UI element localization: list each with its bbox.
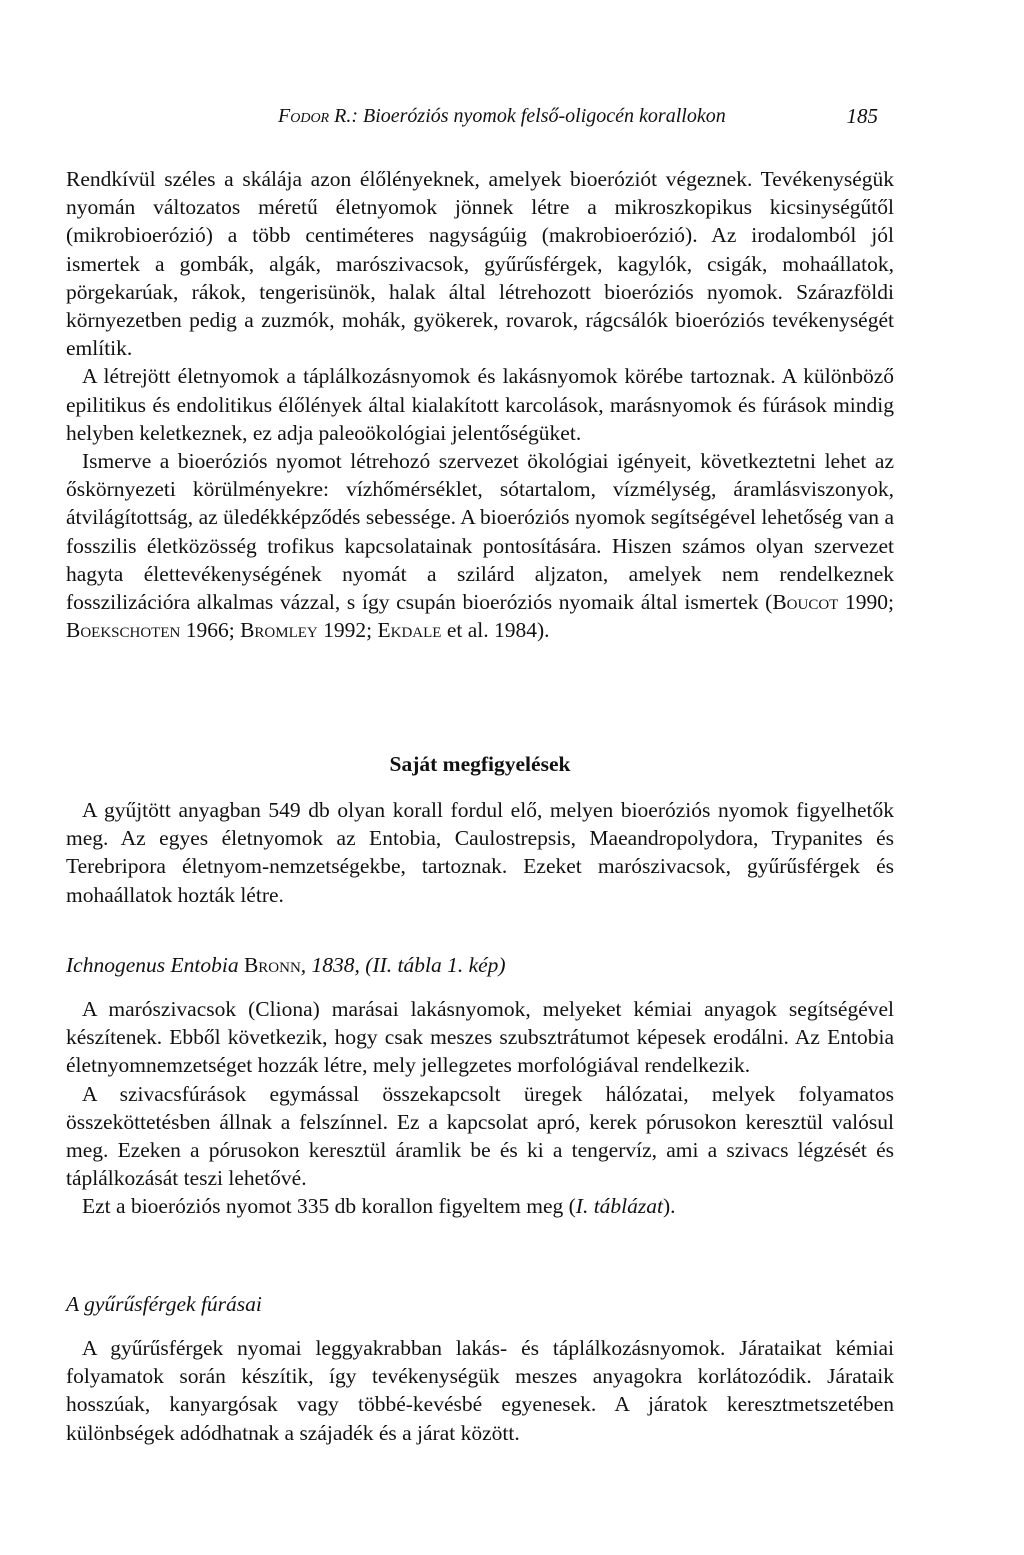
intro-paragraph-1: Rendkívül széles a skálája azon élőlényeknek, amelyek bioeróziót végeznek. Tevékenységük nyomán változatos méretű életnyomok jönnek létre a mikroszkopikus kicsinységűtől (mikrobioerózió) a több centiméteres nagyságúig (makrobioerózió). Az irodalomból jól ismertek a gombák, algák, marószivacsok, gyűrűsférgek, kagylók, csigák, mohaállatok, pörgekarúak, rákok, tengerisünök, halak által létrehozott bioeróziós nyomok. Szárazföldi környezetben pedig a zuzmók, mohák, gyökerek, rovarok, rágcsálók bioeróziós tevékenységét említik. xyxy=(66,167,894,361)
intro-paragraph-3 xyxy=(66,447,894,644)
entobia-heading-prefix: Ichnogenus Entobia xyxy=(66,953,244,977)
worms-paragraph-1: A gyűrűsférgek nyomai leggyakrabban lakás- és táplálkozásnyomok. Járataikat kémiai folyamatok során készítik, így tevékenységük meszes anyagokra korlátozódik. Járataik hosszúak, kanyargósak vagy többé-kevésbé egyenesek. A járatok keresztmetszetében különbségek adódhatnak a szájadék és a járat között. xyxy=(66,1336,894,1445)
citation-author: Bromley xyxy=(240,618,318,643)
header-title: Bioeróziós nyomok felső-oligocén korallokon xyxy=(362,105,726,127)
intro-text xyxy=(66,165,894,644)
entobia-heading-author: Bronn xyxy=(243,953,301,977)
entobia-paragraph-2: A szivacsfúrások egymással összekapcsolt üregek hálózatai, melyek folyamatos összeköttetésben állnak a felszínnel. Ez a kapcsolat apró, kerek pórusokon keresztül valósul meg. Ezeken a pórusokon keresztül áramlik be és ki a tengervíz, ami a szivacs légzését és táplálkozását teszi lehetővé. xyxy=(66,1081,894,1191)
section-text xyxy=(66,796,894,909)
section-title: Saját megfigyelések xyxy=(389,752,571,776)
entobia-text xyxy=(66,995,894,1221)
entobia-heading xyxy=(66,951,894,979)
worms-text xyxy=(66,1334,894,1447)
citation-author: Ekdale xyxy=(377,618,442,643)
citation-author: Boekschoten xyxy=(66,618,181,643)
worms-heading: A gyűrűsférgek fúrásai xyxy=(66,1292,262,1316)
entobia-paragraph-3-text: Ezt a bioeróziós nyomot 335 db korallon figyeltem meg ( xyxy=(82,1194,576,1219)
entobia-paragraph-3-end: ). xyxy=(663,1194,676,1219)
citation-author: Boucot xyxy=(772,590,839,615)
table-reference: I. táblázat xyxy=(575,1194,663,1219)
citation-year: 1992; xyxy=(317,618,378,643)
citation-year: 1990; xyxy=(838,590,894,615)
entobia-paragraph-3 xyxy=(66,1192,894,1220)
section-paragraph-1: A gyűjtött anyagban 549 db olyan korall fordul elő, melyen bioeróziós nyomok figyelhetők meg. Az egyes életnyomok az Entobia, Caulostrepsis, Maeandropolydora, Trypanites és Terebripora életnyom-nemzetségekbe, tartoznak. Ezeket marószivacsok, gyűrűsférgek és mohaállatok hozták létre. xyxy=(66,798,894,907)
citation-year: et al. 1984). xyxy=(441,618,550,643)
intro-paragraph-3-text: Ismerve a bioeróziós nyomot létrehozó szervezet ökológiai igényeit, következtetni lehet az őskörnyezeti körülményekre: vízhőmérséklet, sótartalom, vízmélység, áramlásviszonyok, átvilágítottság, az üledékképződés sebessége. A bioeróziós nyomok segítségével lehetőség van a fosszilis életközösség trofikus kapcsolatainak pontosítására. Hiszen számos olyan szervezet hagyta élettevékenységének nyomát a szilárd aljzaton, amelyek nem rendelkeznek fosszilizációra alkalmas vázzal, s így csupán bioeróziós nyomaik által ismertek ( xyxy=(66,449,894,615)
entobia-heading-suffix: , 1838, (II. tábla 1. kép) xyxy=(300,953,506,977)
intro-paragraph-2: A létrejött életnyomok a táplálkozásnyomok és lakásnyomok körébe tartoznak. A különböző epilitikus és endolitikus élőlények által kialakított karcolások, marásnyomok és fúrások mindig helyben keletkeznek, ez adja paleoökológiai jelentőségüket. xyxy=(66,364,894,445)
header-author: Fodor R.: xyxy=(278,105,358,127)
page-number: 185 xyxy=(846,104,878,128)
running-header xyxy=(278,100,878,132)
citation-year: 1966; xyxy=(180,618,241,643)
entobia-paragraph-1: A marószivacsok (Cliona) marásai lakásnyomok, melyeket kémiai anyagok segítségével készítenek. Ebből következik, hogy csak meszes szubsztrátumot képesek erodálni. Az Entobia életnyomnemzetséget hozzák létre, mely jellegzetes morfológiával rendelkezik. xyxy=(66,997,894,1078)
